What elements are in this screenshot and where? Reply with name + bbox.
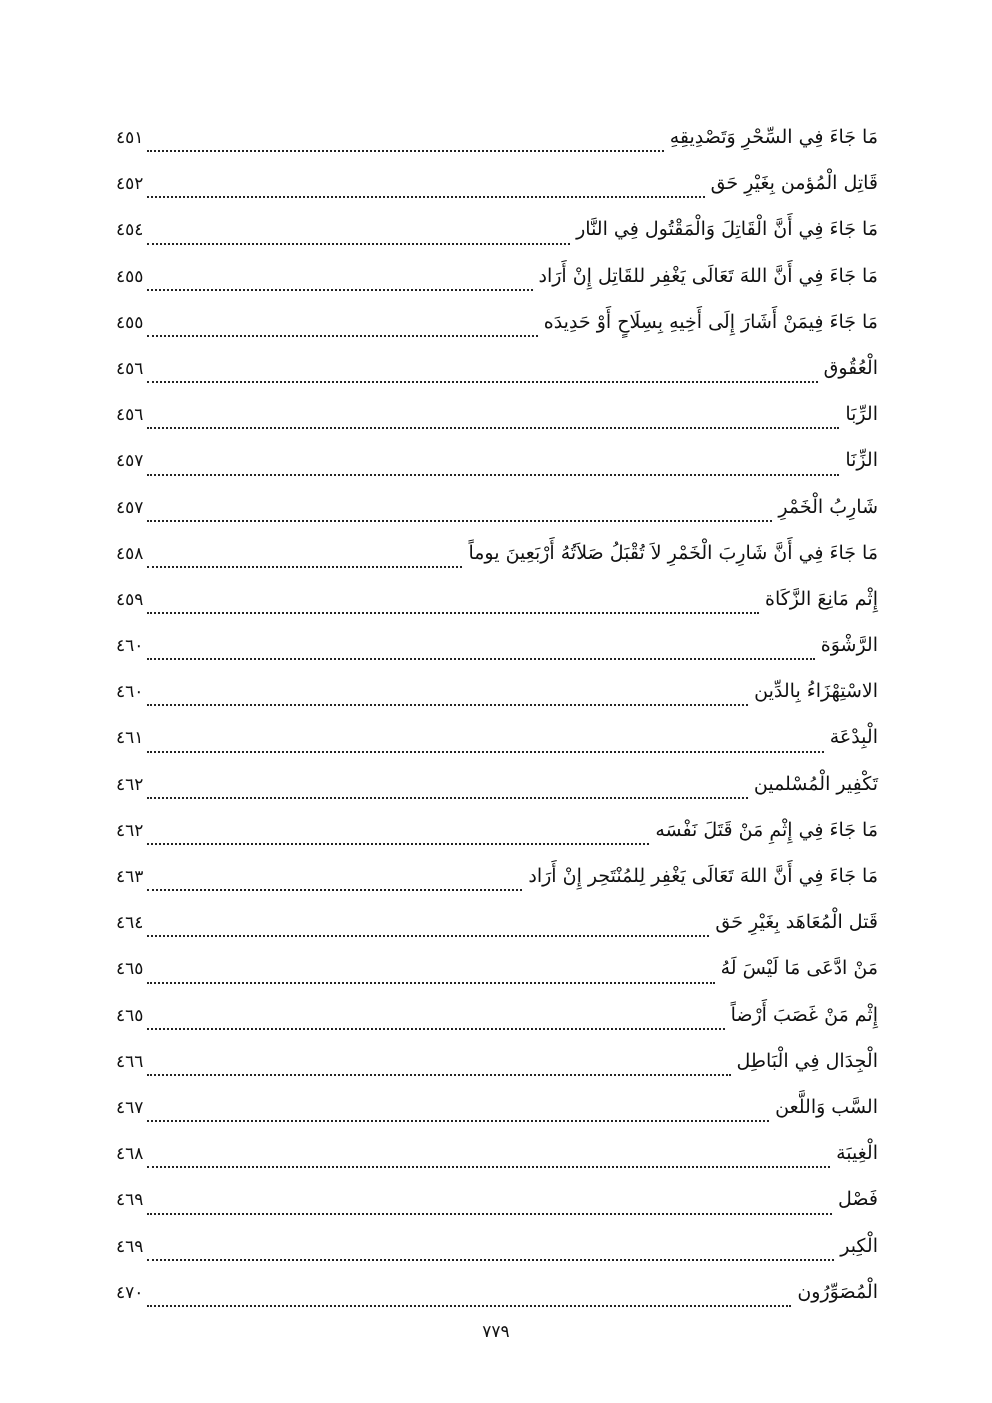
dot-leader xyxy=(147,704,748,706)
toc-entry-page-number: ٤٦٥ xyxy=(116,1005,144,1026)
toc-entry-page-number: ٤٦١ xyxy=(116,728,144,749)
toc-entry-page-number: ٤٦٤ xyxy=(116,913,144,934)
table-of-contents xyxy=(116,114,878,1315)
dot-leader xyxy=(147,889,522,891)
toc-entry xyxy=(116,253,878,299)
toc-entry-title: الزِّنَا xyxy=(845,449,878,472)
toc-entry-title: الاسْتِهْزَاءُ بِالدِّين xyxy=(754,680,878,703)
toc-entry-page-number: ٤٥٦ xyxy=(116,358,144,379)
toc-entry-page-number: ٤٥٨ xyxy=(116,543,144,564)
toc-entry-page-number: ٤٦٢ xyxy=(116,774,144,795)
dot-leader xyxy=(147,1213,832,1215)
toc-entry-title: مَا جَاءَ فِي أَنَّ اللهَ تَعَالَى يَغْفِر لِلمُنْتَحِر إِنْ أَرَاد xyxy=(528,865,878,887)
toc-entry-title: مَا جَاءَ فِي السِّحْرِ وَتَصْدِيقِهِ xyxy=(669,126,878,148)
toc-entry-title: الْجِدَال فِي الْبَاطِل xyxy=(736,1049,878,1072)
page-number: ٧٧٩ xyxy=(482,1322,510,1342)
dot-leader xyxy=(147,335,537,337)
toc-entry-title: الْكِبر xyxy=(840,1234,878,1257)
toc-entry-page-number: ٤٥٧ xyxy=(116,451,144,472)
toc-entry-title: شَارِبُ الْخَمْرِ xyxy=(778,495,878,518)
toc-entry xyxy=(116,1038,878,1084)
toc-entry xyxy=(116,299,878,345)
toc-entry xyxy=(116,1269,878,1315)
toc-entry-page-number: ٤٦٠ xyxy=(116,636,144,657)
toc-entry-title: إِثْم مَانِعَ الزَّكَاة xyxy=(765,587,878,610)
toc-entry-title: مَا جَاءَ فِي إِثْمِ مَنْ قَتَلَ نَفْسَه xyxy=(655,818,878,841)
dot-leader xyxy=(147,427,839,429)
toc-entry-title: مَا جَاءَ فِي أَنَّ شَارِبَ الْخَمْرِ لاَ تُقْبَلُ صَلاَتُهُ أَرْبَعِينَ يوماً xyxy=(468,541,878,564)
dot-leader xyxy=(147,289,532,291)
dot-leader xyxy=(147,474,839,476)
toc-entry xyxy=(116,1130,878,1176)
toc-entry-title: الْعُقُوق xyxy=(823,356,878,379)
dot-leader xyxy=(147,1259,834,1261)
toc-entry-page-number: ٤٦٠ xyxy=(116,682,144,703)
toc-entry xyxy=(116,206,878,252)
toc-entry xyxy=(116,437,878,483)
toc-entry-title: مَا جَاءَ فِيمَنْ أَشَارَ إِلَى أَخِيهِ بِسِلَاحٍ أَوْ حَدِيدَه xyxy=(543,310,878,333)
toc-entry xyxy=(116,576,878,622)
toc-entry xyxy=(116,530,878,576)
toc-entry-page-number: ٤٧٠ xyxy=(116,1282,144,1303)
toc-entry-page-number: ٤٦٥ xyxy=(116,959,144,980)
toc-entry-page-number: ٤٦٣ xyxy=(116,867,144,887)
dot-leader xyxy=(147,1120,769,1122)
toc-entry xyxy=(116,1223,878,1269)
toc-entry-title: الْبِدْعَة xyxy=(829,726,878,749)
toc-entry xyxy=(116,345,878,391)
toc-entry-page-number: ٤٦٩ xyxy=(116,1190,144,1211)
dot-leader xyxy=(147,1028,724,1030)
toc-entry-title: الرَّشْوَة xyxy=(820,634,878,657)
dot-leader xyxy=(147,566,462,568)
toc-entry-title: الْمُصَوِّرُون xyxy=(797,1280,878,1303)
dot-leader xyxy=(147,381,817,383)
dot-leader xyxy=(147,612,759,614)
toc-entry xyxy=(116,1084,878,1130)
toc-entry-title: الرِّبَا xyxy=(845,403,878,426)
dot-leader xyxy=(147,843,649,845)
toc-entry-page-number: ٤٦٩ xyxy=(116,1236,144,1257)
toc-entry-title: مَا جَاءَ فِي أَنَّ الْقَاتِلَ وَالْمَقْتُول فِي النَّار xyxy=(576,218,878,241)
toc-entry-page-number: ٤٦٧ xyxy=(116,1097,144,1118)
toc-entry-title: الْغِيبَة xyxy=(836,1142,878,1165)
dot-leader xyxy=(147,935,709,937)
toc-entry xyxy=(116,761,878,807)
toc-entry-page-number: ٤٥٥ xyxy=(116,312,144,333)
dot-leader xyxy=(147,243,570,245)
dot-leader xyxy=(147,751,823,753)
toc-entry-page-number: ٤٥٢ xyxy=(116,174,144,195)
toc-entry xyxy=(116,899,878,945)
toc-entry-title: تَكْفِير الْمُسْلمين xyxy=(753,772,878,795)
dot-leader xyxy=(147,520,772,522)
toc-entry xyxy=(116,160,878,206)
dot-leader xyxy=(147,150,663,152)
dot-leader xyxy=(147,1166,830,1168)
toc-entry xyxy=(116,484,878,530)
dot-leader xyxy=(147,982,714,984)
toc-entry xyxy=(116,807,878,853)
toc-entry-title: مَا جَاءَ فِي أَنَّ اللهَ تَعَالَى يَغْفِر للقَاتِل إِنْ أَرَاد xyxy=(538,264,878,287)
toc-entry xyxy=(116,668,878,714)
toc-entry-page-number: ٤٥١ xyxy=(116,128,144,148)
toc-entry-page-number: ٤٦٨ xyxy=(116,1144,144,1165)
dot-leader xyxy=(147,1074,730,1076)
toc-entry xyxy=(116,853,878,899)
toc-entry-title: قَاتِل الْمُؤمن بِغَيْرِ حَق xyxy=(710,172,878,195)
dot-leader xyxy=(147,1305,791,1307)
toc-entry-page-number: ٤٥٦ xyxy=(116,405,144,426)
dot-leader xyxy=(147,196,704,198)
dot-leader xyxy=(147,658,814,660)
toc-entry-title: فَصْل xyxy=(838,1188,878,1211)
toc-entry-title: قَتل الْمُعَاهَد بِغَيْرِ حَق xyxy=(715,911,878,934)
toc-entry xyxy=(116,622,878,668)
toc-entry-page-number: ٤٦٢ xyxy=(116,820,144,841)
toc-entry-page-number: ٤٥٥ xyxy=(116,266,144,287)
toc-entry xyxy=(116,714,878,760)
toc-entry-title: مَنْ ادَّعَى مَا لَيْسَ لَهُ xyxy=(720,957,878,980)
toc-entry-page-number: ٤٦٦ xyxy=(116,1051,144,1072)
toc-entry-page-number: ٤٥٤ xyxy=(116,220,144,241)
dot-leader xyxy=(147,797,747,799)
toc-entry-page-number: ٤٥٧ xyxy=(116,497,144,518)
toc-entry xyxy=(116,992,878,1038)
toc-entry xyxy=(116,1176,878,1222)
toc-entry xyxy=(116,945,878,991)
toc-entry-title: السَّب وَاللَّعن xyxy=(775,1095,878,1118)
toc-entry-title: إِثْم مَنْ غَصَبَ أَرْضاً xyxy=(730,1003,878,1026)
toc-entry xyxy=(116,391,878,437)
toc-entry xyxy=(116,114,878,160)
toc-entry-page-number: ٤٥٩ xyxy=(116,589,144,610)
